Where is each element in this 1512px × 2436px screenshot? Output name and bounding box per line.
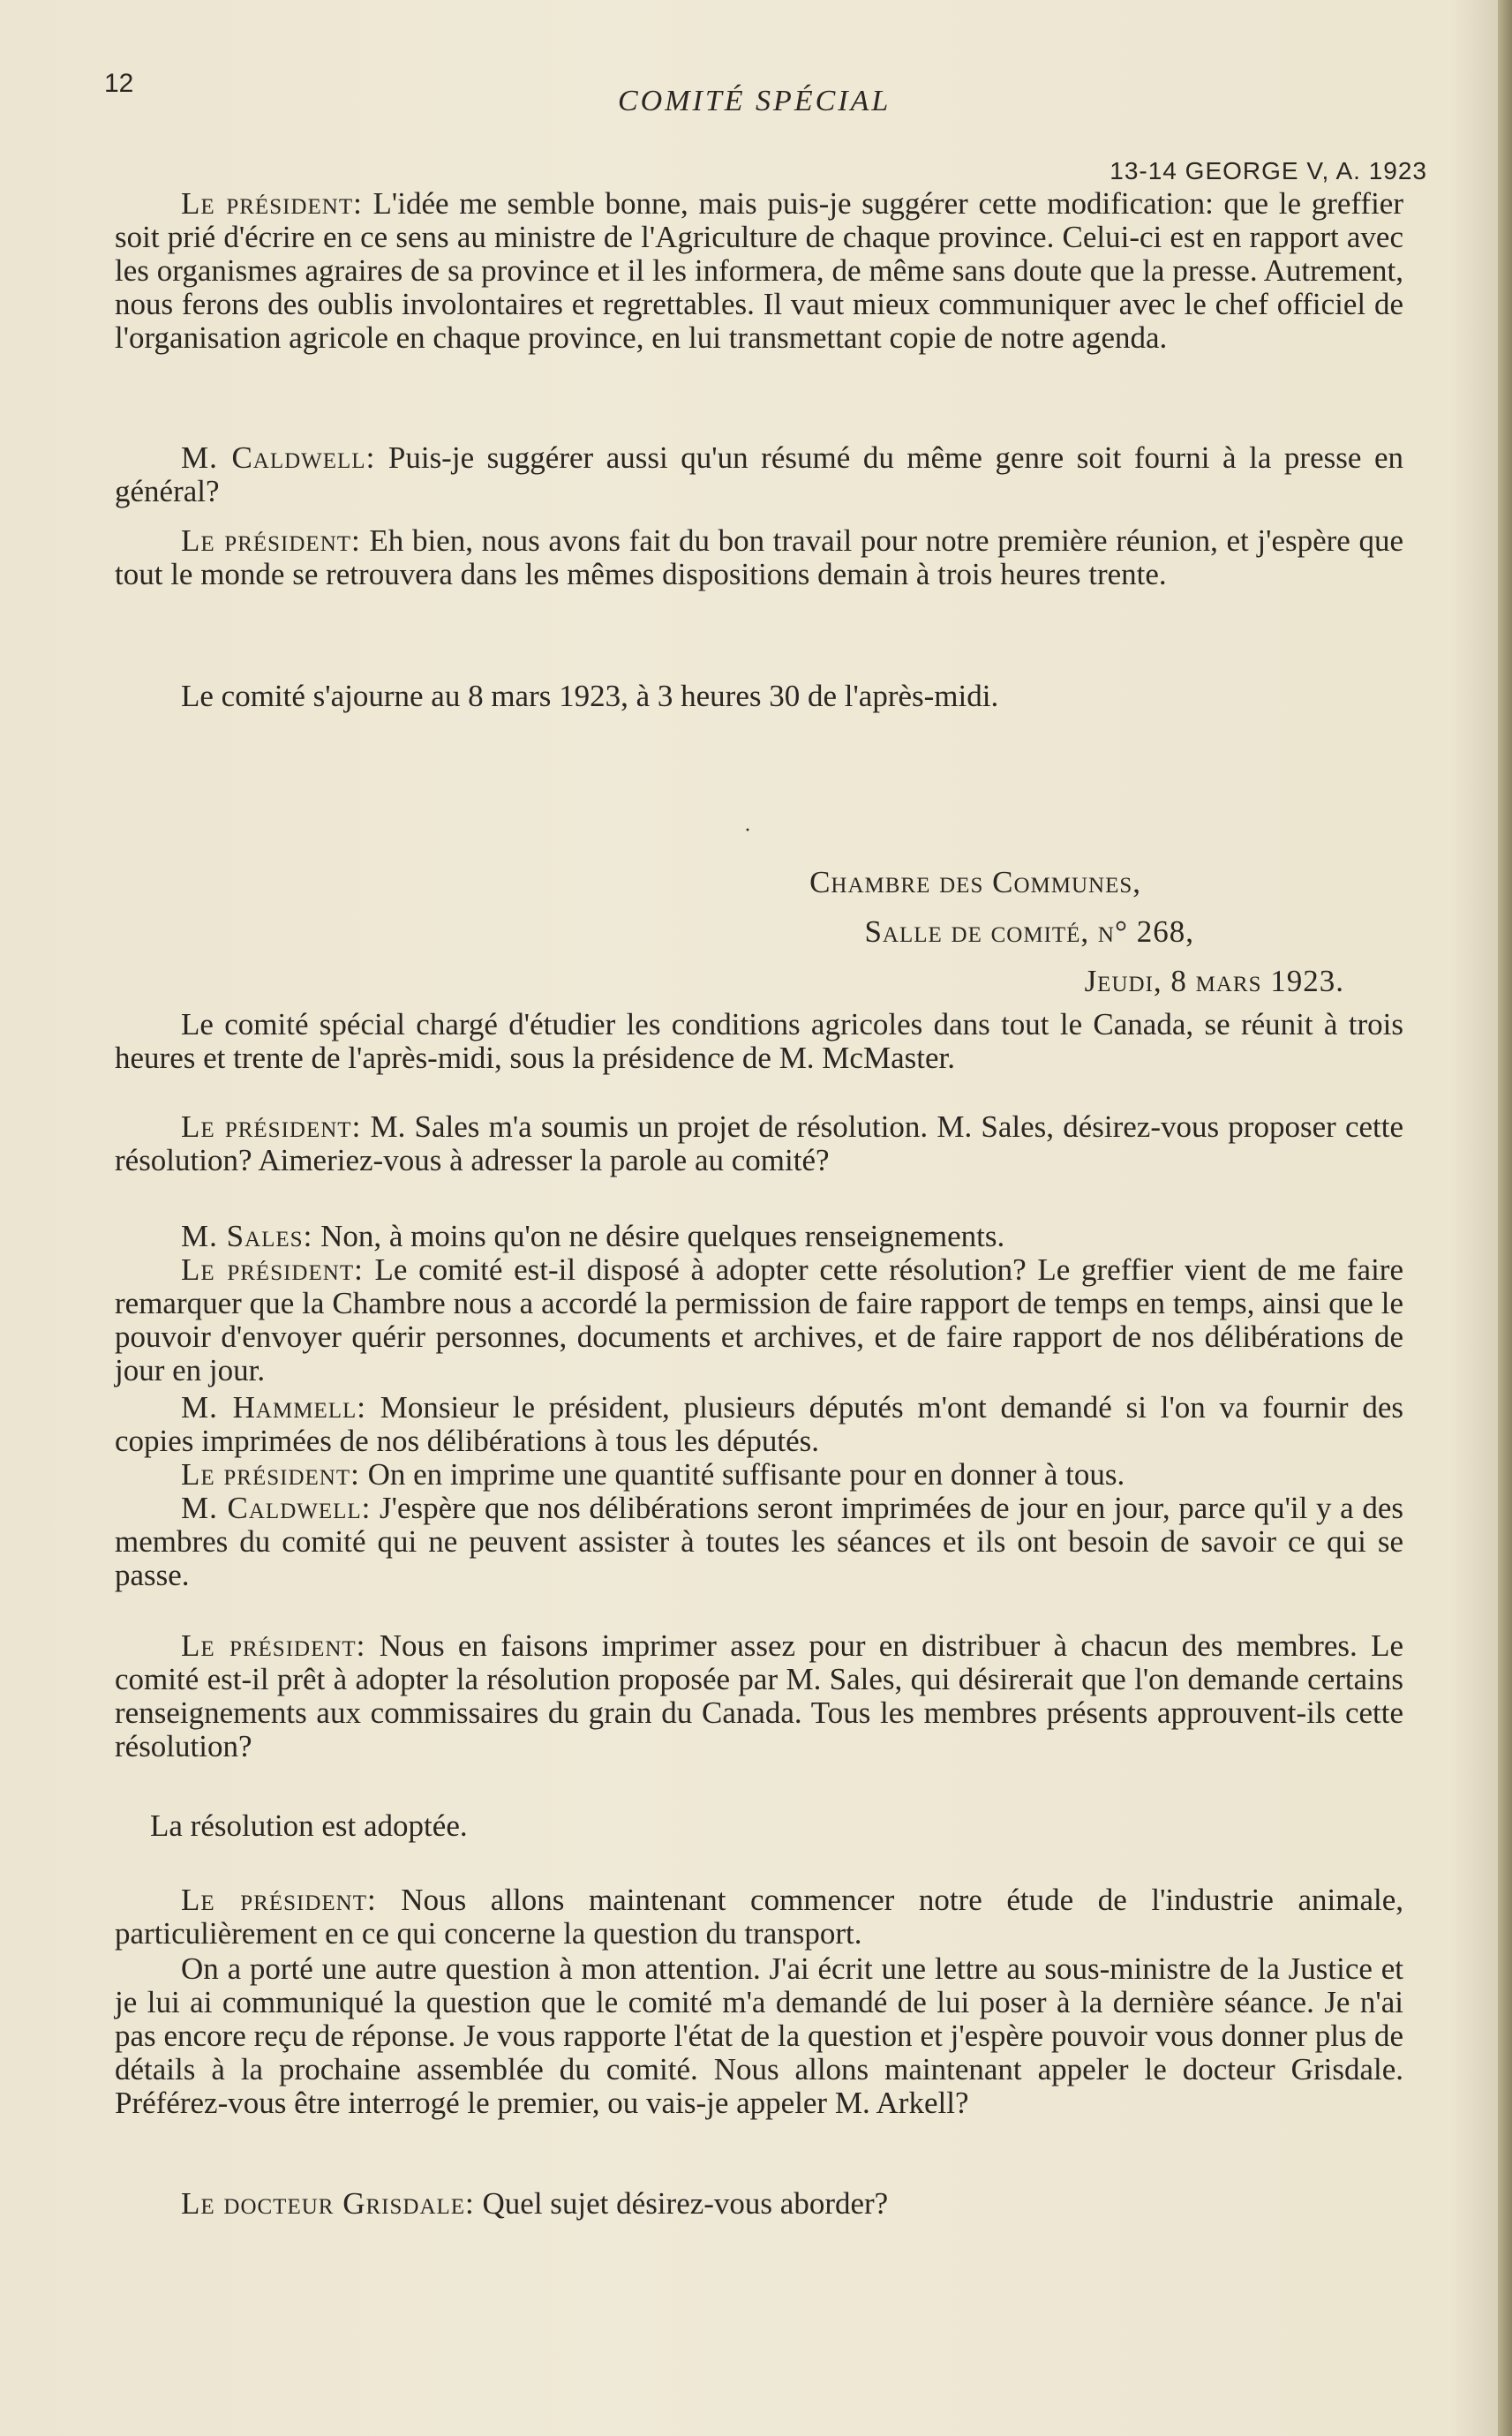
paragraph: [115, 1008, 1403, 1075]
paragraph: [115, 1883, 1403, 1951]
speaker: Le président:: [181, 523, 361, 558]
speaker: M. Caldwell:: [181, 440, 376, 475]
resolution-adopted: [115, 1809, 1403, 1843]
paragraph-text: Le comité est-il disposé à adopter cette résolution? Le greffier vient de me faire remarquer que la Chambre nous a accordé la permission de faire rapport de temps en temps, ainsi que le pouvoir d'envoyer quérir personnes, documents et archives, et de faire rapport de nos délibérations de jour en jour.: [115, 1252, 1403, 1387]
paragraph-text: Nous en faisons imprimer assez pour en distribuer à chacun des membres. Le comité est-il prêt à adopter la résolution proposée par M. Sales, qui désirerait que l'on demande certains renseignements aux commissaires du grain du Canada. Tous les membres présents approuvent-ils cette résolution?: [115, 1628, 1403, 1763]
speaker: Le président:: [181, 1628, 366, 1663]
page-spine-edge: [1498, 0, 1512, 2436]
paragraph: [115, 1110, 1403, 1177]
page-number: 12: [104, 69, 134, 98]
speaker: Le président:: [181, 186, 363, 221]
paragraph-text: On en imprime une quantité suffisante pour en donner à tous.: [367, 1457, 1125, 1492]
paragraph-text: Non, à moins qu'on ne désire quelques renseignements.: [320, 1219, 1005, 1253]
speaker: M. Caldwell:: [181, 1491, 372, 1525]
paragraph: [115, 1629, 1403, 1763]
location-line-2: Salle de comité, n° 268,: [864, 914, 1194, 949]
paragraph-text: Puis-je suggérer aussi qu'un résumé du même genre soit fourni à la presse en général?: [115, 440, 1403, 508]
paragraph-text: La résolution est adoptée.: [150, 1808, 468, 1843]
paragraph-text: Le comité s'ajourne au 8 mars 1923, à 3 heures 30 de l'après-midi.: [181, 679, 999, 713]
paragraph: [115, 1952, 1403, 2120]
paragraph: [115, 524, 1403, 591]
speaker: Le président:: [181, 1109, 362, 1144]
paragraph-text: L'idée me semble bonne, mais puis-je suggérer cette modification: que le greffier soit prié d'écrire en ce sens au ministre de l'Agriculture de chaque province. Celui-ci est en rapport avec les organismes agraires de sa province et il les informera, de même sans doute que la presse. Autrement, nous ferons des oublis involontaires et regrettables. Il vaut mieux communiquer avec le chef officiel de l'organisation agricole en chaque province, en lui transmettant copie de notre agenda.: [115, 186, 1403, 355]
paragraph: [115, 1253, 1403, 1387]
paragraph: [115, 187, 1403, 355]
session-header: 13-14 GEORGE V, A. 1923: [1110, 157, 1427, 184]
speaker: Le président:: [181, 1457, 360, 1492]
location-line-1: Chambre des Communes,: [809, 865, 1141, 899]
paragraph-text: Monsieur le président, plusieurs députés m'ont demandé si l'on va fournir des copies imprimées de nos délibérations à tous les députés.: [115, 1390, 1404, 1458]
paragraph-text: M. Sales m'a soumis un projet de résolution. M. Sales, désirez-vous proposer cette résolution? Aimeriez-vous à adresser la parole au comité?: [115, 1109, 1404, 1177]
paragraph: [115, 1458, 1403, 1492]
paragraph-text: J'espère que nos délibérations seront imprimées de jour en jour, parce qu'il y a des membres du comité qui ne peuvent assister à toutes les séances et ils ont besoin de savoir ce qui se passe.: [115, 1491, 1404, 1592]
paragraph-text: Quel sujet désirez-vous aborder?: [482, 2186, 889, 2221]
paragraph: [115, 2187, 1403, 2221]
speaker: M. Hammell:: [181, 1390, 366, 1425]
speaker: Le président:: [181, 1883, 377, 1917]
separator-dot: ·: [744, 819, 751, 842]
paragraph: [115, 1220, 1403, 1253]
paragraph-text: Nous allons maintenant commencer notre étude de l'industrie animale, particulièrement en ce qui concerne la question du transport.: [115, 1883, 1404, 1951]
date-line: Jeudi, 8 mars 1923.: [1084, 964, 1344, 998]
paragraph: [115, 441, 1403, 508]
speaker: Le docteur Grisdale:: [181, 2186, 475, 2221]
paragraph-text: On a porté une autre question à mon attention. J'ai écrit une lettre au sous-ministre de la Justice et je lui ai communiqué la question que le comité m'a demandé de lui poser à la dernière séance. Je n'ai pas encore reçu de réponse. Je vous rapporte l'état de la question et j'espère pouvoir vous donner plus de détails à la prochaine assemblée du comité. Nous allons maintenant appeler le docteur Grisdale. Préférez-vous être interrogé le premier, ou vais-je appeler M. Arkell?: [115, 1951, 1403, 2120]
speaker: M. Sales:: [181, 1219, 313, 1253]
speaker: Le président:: [181, 1252, 364, 1287]
paragraph: [115, 1391, 1403, 1458]
running-title: COMITÉ SPÉCIAL: [618, 85, 891, 117]
paragraph-text: Eh bien, nous avons fait du bon travail pour notre première réunion, et j'espère que tout le monde se retrouvera dans les mêmes dispositions demain à trois heures trente.: [115, 523, 1404, 591]
paragraph-text: Le comité spécial chargé d'étudier les conditions agricoles dans tout le Canada, se réunit à trois heures et trente de l'après-midi, sous la présidence de M. McMaster.: [115, 1007, 1403, 1075]
paragraph: [115, 1492, 1403, 1592]
adjournment-note: [115, 680, 1403, 713]
